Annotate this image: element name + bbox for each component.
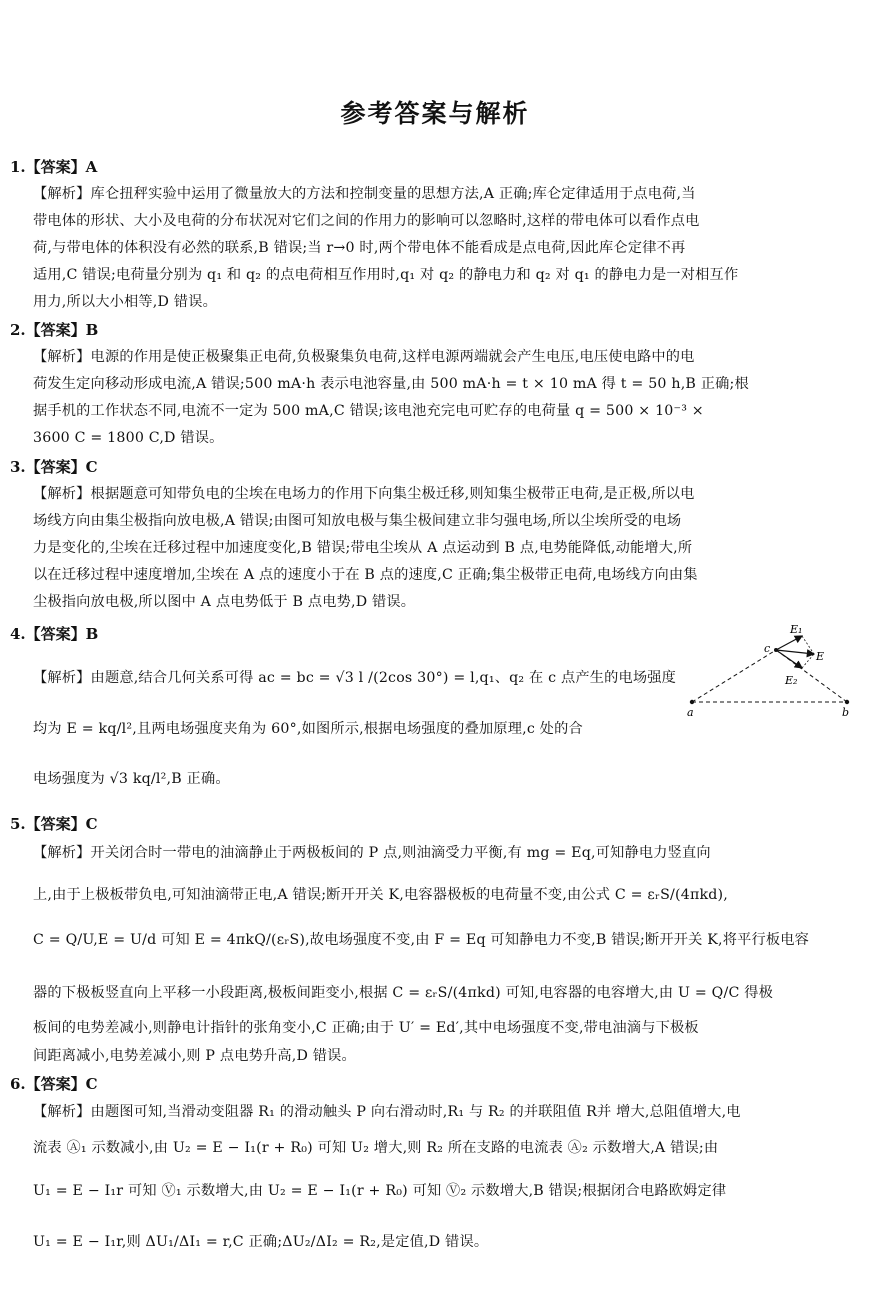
q6-line: 【解析】由题图可知,当滑动变阻器 R₁ 的滑动触头 P 向右滑动时,R₁ 与 R₂ 的并联阻值 R并 增大,总阻值增大,电 [33,1104,741,1120]
label-a: a [687,706,694,718]
label-c: c [764,642,771,655]
q5-answer: 5.【答案】C [10,815,98,833]
point-b [845,700,849,704]
q3-line: 以在迁移过程中速度增加,尘埃在 A 点的速度小于在 B 点的速度,C 正确;集尘极带正电荷,电场线方向由集 [33,567,698,583]
q2-line: 【解析】电源的作用是使正极聚集正电荷,负极聚集负电荷,这样电源两端就会产生电压,电压使电路中的电 [33,349,695,365]
point-c [774,648,778,652]
q4-line: 均为 E = kq/l²,且两电场强度夹角为 60°,如图所示,根据电场强度的叠加原理,c 处的合 [33,721,583,737]
q3-line: 力是变化的,尘埃在迁移过程中加速度变化,B 错误;带电尘埃从 A 点运动到 B 点,电势能降低,动能增大,所 [33,540,693,556]
label-e2: E₂ [785,674,798,687]
q3-line: 场线方向由集尘极指向放电极,A 错误;由图可知放电极与集尘极间建立非匀强电场,所以尘埃所受的电场 [33,513,682,529]
q3-line: 【解析】根据题意可知带负电的尘埃在电场力的作用下向集尘极迁移,则知集尘极带正电荷,是正极,所以电 [33,486,695,502]
label-e1: E₁ [790,623,803,636]
q2-line: 3600 C = 1800 C,D 错误。 [33,430,224,446]
q5-line: 【解析】开关闭合时一带电的油滴静止于两极板间的 P 点,则油滴受力平衡,有 mg = Eq,可知静电力竖直向 [33,845,711,861]
q3-line: 尘极指向放电极,所以图中 A 点电势低于 B 点电势,D 错误。 [33,594,416,610]
q6-line: 流表 Ⓐ₁ 示数减小,由 U₂ = E − I₁(r + R₀) 可知 U₂ 增大,则 R₂ 所在支路的电流表 Ⓐ₂ 示数增大,A 错误;由 [33,1140,719,1156]
vector-e1 [776,636,802,650]
q5-line: 器的下极板竖直向上平移一小段距离,极板间距变小,根据 C = εᵣS/(4πkd) 可知,电容器的电容增大,由 U = Q/C 得极 [33,985,773,1001]
q3-answer: 3.【答案】C [10,458,98,476]
q6-answer: 6.【答案】C [10,1075,98,1093]
q1-line: 带电体的形状、大小及电荷的分布状况对它们之间的作用力的影响可以忽略时,这样的带电体可以看作点电 [33,213,700,229]
q5-line: 板间的电势差减小,则静电计指针的张角变小,C 正确;由于 U′ = Ed′,其中电场强度不变,带电油滴与下极板 [33,1020,699,1036]
segment-ac [692,650,776,702]
q2-answer: 2.【答案】B [10,321,99,339]
parallelogram-side [802,636,814,654]
parallelogram-side [802,654,814,668]
q1-line: 【解析】库仑扭秤实验中运用了微量放大的方法和控制变量的思想方法,A 正确;库仑定律适用于点电荷,当 [33,186,696,202]
q2-line: 荷发生定向移动形成电流,A 错误;500 mA·h 表示电池容量,由 500 mA·h = t × 10 mA 得 t = 50 h,B 正确;根 [33,376,749,392]
page-title: 参考答案与解析 [340,99,530,128]
label-e: E [816,650,825,663]
q4-line: 【解析】由题意,结合几何关系可得 ac = bc = √3 l /(2cos 30°) = l,q₁、q₂ 在 c 点产生的电场强度 [33,670,677,686]
q2-line: 据手机的工作状态不同,电流不一定为 500 mA,C 错误;该电池充完电可贮存的电荷量 q = 500 × 10⁻³ × [33,403,704,419]
q5-line: 上,由于上极板带负电,可知油滴带正电,A 错误;断开开关 K,电容器极板的电荷量不变,由公式 C = εᵣS/(4πkd), [33,887,729,903]
q1-line: 用力,所以大小相等,D 错误。 [33,294,217,310]
q1-answer: 1.【答案】A [10,158,98,176]
q5-line: C = Q/U,E = U/d 可知 E = 4πkQ/(εᵣS),故电场强度不变,由 F = Eq 可知静电力不变,B 错误;断开开关 K,将平行板电容 [33,932,810,948]
electric-field-figure [684,622,856,718]
q6-line: U₁ = E − I₁r 可知 Ⓥ₁ 示数增大,由 U₂ = E − I₁(r + R₀) 可知 Ⓥ₂ 示数增大,B 错误;根据闭合电路欧姆定律 [33,1183,727,1199]
point-a [690,700,694,704]
q6-line: U₁ = E − I₁r,则 ΔU₁/ΔI₁ = r,C 正确;ΔU₂/ΔI₂ = R₂,是定值,D 错误。 [33,1234,489,1250]
label-b: b [842,706,850,718]
q1-line: 荷,与带电体的体积没有必然的联系,B 错误;当 r→0 时,两个带电体不能看成是点电荷,因此库仑定律不再 [33,240,686,256]
q1-line: 适用,C 错误;电荷量分别为 q₁ 和 q₂ 的点电荷相互作用时,q₁ 对 q₂ 的静电力和 q₂ 对 q₁ 的静电力是一对相互作 [33,267,739,283]
q4-line: 电场强度为 √3 kq/l²,B 正确。 [33,771,230,787]
q4-answer: 4.【答案】B [10,625,99,643]
q5-line: 间距离减小,电势差减小,则 P 点电势升高,D 错误。 [33,1048,356,1064]
